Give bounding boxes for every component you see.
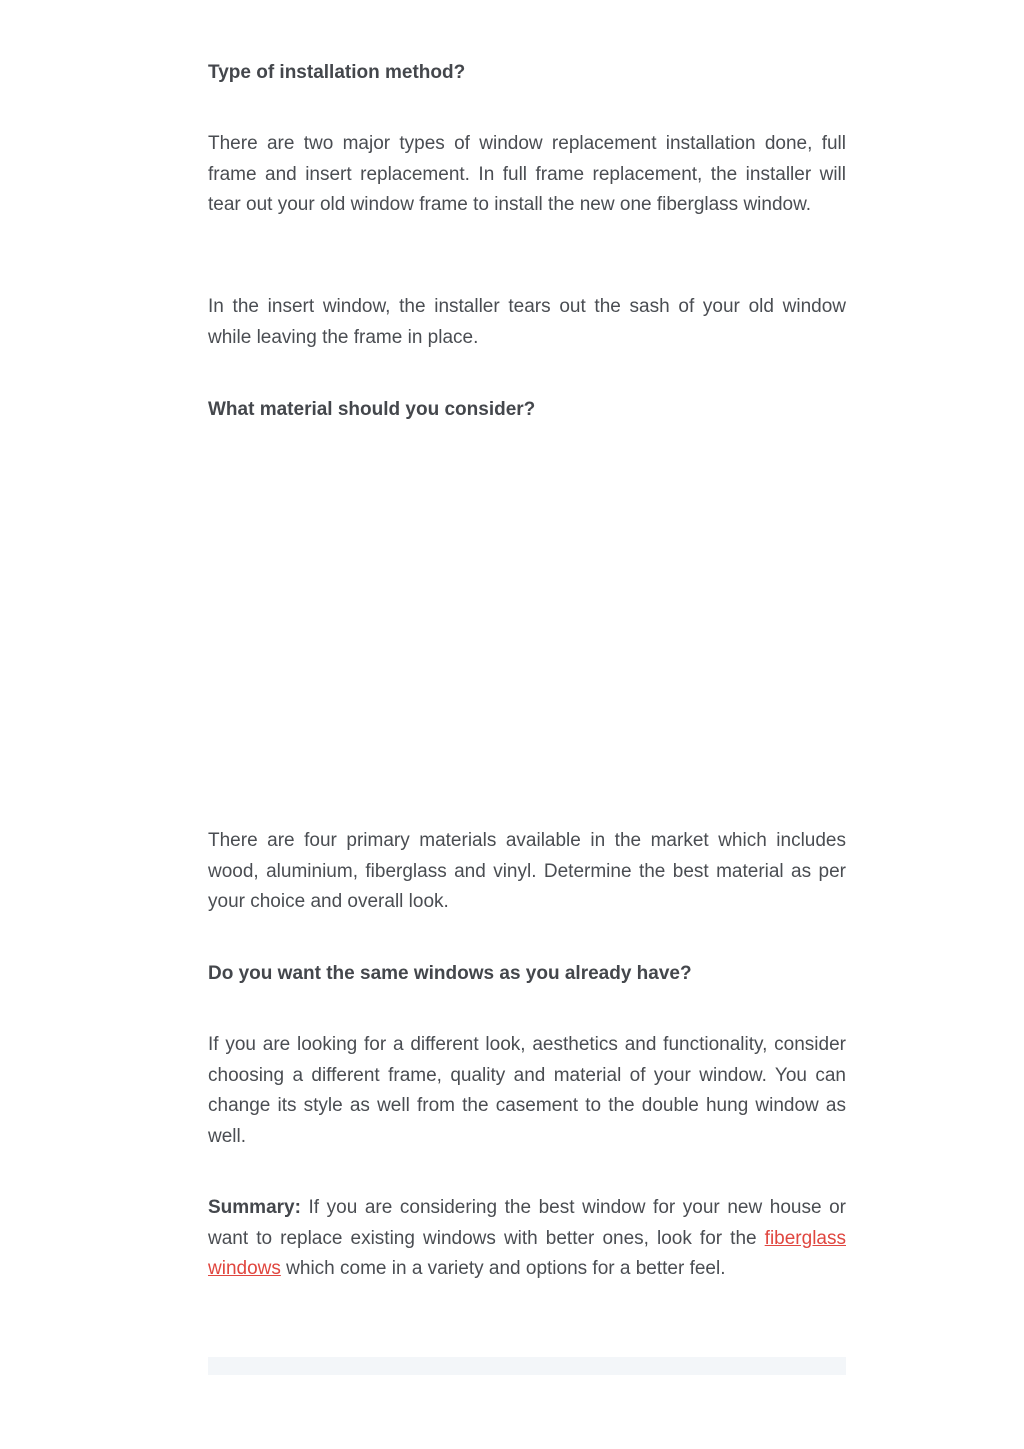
section-heading: Do you want the same windows as you already have?	[208, 963, 692, 984]
fiberglass-windows-link[interactable]: fiberglass windows	[208, 1227, 846, 1280]
paragraph-text: If you are looking for a different look, aesthetics and functionality, consider choosing a different frame, quality and material of your window. You can change its style as well from the casement to the double hung window as well.	[208, 1034, 846, 1148]
footer-bar	[208, 1357, 846, 1375]
paragraph-insert-window	[208, 292, 846, 353]
summary-text	[208, 1193, 846, 1285]
paragraph-materials	[208, 826, 846, 918]
heading-same-windows	[208, 961, 846, 987]
heading-material	[208, 397, 846, 423]
summary-label: Summary:	[208, 1197, 301, 1218]
heading-installation-method	[208, 60, 846, 86]
summary-text-after: which come in a variety and options for a better feel.	[280, 1258, 726, 1280]
paragraph-text: In the insert window, the installer tears out the sash of your old window while leaving the frame in place.	[208, 296, 846, 348]
paragraph-text: There are four primary materials available in the market which includes wood, aluminium, fiberglass and vinyl. Determine the best material as per your choice and overall look.	[208, 830, 846, 913]
summary-text-before: If you are considering the best window for your new house or want to replace existing windows with better ones, look for the	[208, 1197, 846, 1249]
paragraph-text: There are two major types of window replacement installation done, full frame and insert replacement. In full frame replacement, the installer will tear out your old window frame to install the new one fiberglass window.	[208, 133, 846, 216]
blank-media-area	[208, 440, 846, 810]
section-heading: Type of installation method?	[208, 62, 466, 83]
paragraph-different-look	[208, 1030, 846, 1153]
summary-paragraph	[208, 1193, 846, 1285]
section-heading: What material should you consider?	[208, 399, 536, 420]
paragraph-installation-types	[208, 129, 846, 221]
